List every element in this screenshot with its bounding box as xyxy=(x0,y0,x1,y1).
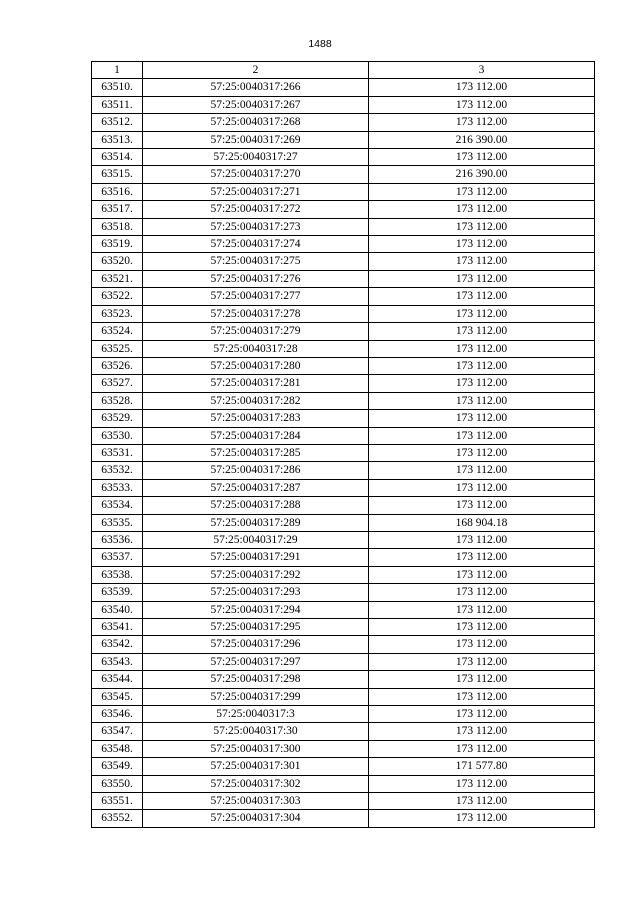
cadastral-number-cell: 57:25:0040317:269 xyxy=(143,131,369,148)
value-cell: 173 112.00 xyxy=(369,375,595,392)
cadastral-number-cell: 57:25:0040317:273 xyxy=(143,218,369,235)
row-number-cell: 63539. xyxy=(92,584,143,601)
value-cell: 173 112.00 xyxy=(369,584,595,601)
value-cell: 173 112.00 xyxy=(369,636,595,653)
cadastral-number-cell: 57:25:0040317:281 xyxy=(143,375,369,392)
row-number-cell: 63518. xyxy=(92,218,143,235)
value-cell: 173 112.00 xyxy=(369,96,595,113)
cadastral-number-cell: 57:25:0040317:291 xyxy=(143,549,369,566)
cadastral-number-cell: 57:25:0040317:293 xyxy=(143,584,369,601)
table-row xyxy=(92,793,595,810)
row-number-cell: 63541. xyxy=(92,619,143,636)
table-row xyxy=(92,96,595,113)
table-row xyxy=(92,410,595,427)
column-header: 1 xyxy=(92,62,143,79)
row-number-cell: 63546. xyxy=(92,706,143,723)
cadastral-number-cell: 57:25:0040317:296 xyxy=(143,636,369,653)
value-cell: 173 112.00 xyxy=(369,201,595,218)
table-row xyxy=(92,740,595,757)
row-number-cell: 63540. xyxy=(92,601,143,618)
table-header-row xyxy=(92,62,595,79)
table-row xyxy=(92,340,595,357)
cadastral-number-cell: 57:25:0040317:289 xyxy=(143,514,369,531)
cadastral-number-cell: 57:25:0040317:3 xyxy=(143,706,369,723)
value-cell: 173 112.00 xyxy=(369,183,595,200)
row-number-cell: 63526. xyxy=(92,357,143,374)
table-row xyxy=(92,392,595,409)
cadastral-number-cell: 57:25:0040317:271 xyxy=(143,183,369,200)
value-cell: 173 112.00 xyxy=(369,410,595,427)
cadastral-number-cell: 57:25:0040317:294 xyxy=(143,601,369,618)
value-cell: 173 112.00 xyxy=(369,566,595,583)
cadastral-number-cell: 57:25:0040317:274 xyxy=(143,236,369,253)
table-row xyxy=(92,619,595,636)
table-row xyxy=(92,114,595,131)
value-cell: 168 904.18 xyxy=(369,514,595,531)
table-row xyxy=(92,444,595,461)
value-cell: 173 112.00 xyxy=(369,497,595,514)
table-row xyxy=(92,183,595,200)
cadastral-number-cell: 57:25:0040317:284 xyxy=(143,427,369,444)
value-cell: 173 112.00 xyxy=(369,357,595,374)
row-number-cell: 63529. xyxy=(92,410,143,427)
table-row xyxy=(92,323,595,340)
row-number-cell: 63514. xyxy=(92,149,143,166)
table-row xyxy=(92,79,595,96)
cadastral-number-cell: 57:25:0040317:287 xyxy=(143,479,369,496)
value-cell: 173 112.00 xyxy=(369,601,595,618)
row-number-cell: 63513. xyxy=(92,131,143,148)
cadastral-number-cell: 57:25:0040317:278 xyxy=(143,305,369,322)
cadastral-number-cell: 57:25:0040317:304 xyxy=(143,810,369,827)
value-cell: 173 112.00 xyxy=(369,462,595,479)
cadastral-number-cell: 57:25:0040317:280 xyxy=(143,357,369,374)
row-number-cell: 63533. xyxy=(92,479,143,496)
table-row xyxy=(92,357,595,374)
value-cell: 173 112.00 xyxy=(369,793,595,810)
row-number-cell: 63532. xyxy=(92,462,143,479)
cadastral-number-cell: 57:25:0040317:301 xyxy=(143,758,369,775)
table-row xyxy=(92,427,595,444)
value-cell: 216 390.00 xyxy=(369,131,595,148)
table-row xyxy=(92,549,595,566)
cadastral-number-cell: 57:25:0040317:275 xyxy=(143,253,369,270)
value-cell: 173 112.00 xyxy=(369,549,595,566)
value-cell: 173 112.00 xyxy=(369,114,595,131)
cadastral-number-cell: 57:25:0040317:282 xyxy=(143,392,369,409)
value-cell: 173 112.00 xyxy=(369,653,595,670)
row-number-cell: 63552. xyxy=(92,810,143,827)
row-number-cell: 63511. xyxy=(92,96,143,113)
page-number: 1488 xyxy=(308,38,332,50)
row-number-cell: 63542. xyxy=(92,636,143,653)
row-number-cell: 63522. xyxy=(92,288,143,305)
row-number-cell: 63549. xyxy=(92,758,143,775)
value-cell: 173 112.00 xyxy=(369,619,595,636)
cadastral-number-cell: 57:25:0040317:303 xyxy=(143,793,369,810)
value-cell: 173 112.00 xyxy=(369,444,595,461)
column-header: 3 xyxy=(369,62,595,79)
row-number-cell: 63520. xyxy=(92,253,143,270)
row-number-cell: 63519. xyxy=(92,236,143,253)
row-number-cell: 63547. xyxy=(92,723,143,740)
row-number-cell: 63515. xyxy=(92,166,143,183)
value-cell: 173 112.00 xyxy=(369,775,595,792)
table-row xyxy=(92,810,595,827)
value-cell: 173 112.00 xyxy=(369,392,595,409)
row-number-cell: 63550. xyxy=(92,775,143,792)
cadastral-number-cell: 57:25:0040317:27 xyxy=(143,149,369,166)
table-row xyxy=(92,236,595,253)
table-row xyxy=(92,375,595,392)
cadastral-number-cell: 57:25:0040317:292 xyxy=(143,566,369,583)
row-number-cell: 63531. xyxy=(92,444,143,461)
value-cell: 173 112.00 xyxy=(369,79,595,96)
table-row xyxy=(92,636,595,653)
table-row xyxy=(92,479,595,496)
value-cell: 173 112.00 xyxy=(369,688,595,705)
value-cell: 173 112.00 xyxy=(369,427,595,444)
cadastral-number-cell: 57:25:0040317:267 xyxy=(143,96,369,113)
table-row xyxy=(92,149,595,166)
row-number-cell: 63512. xyxy=(92,114,143,131)
cadastral-number-cell: 57:25:0040317:302 xyxy=(143,775,369,792)
cadastral-number-cell: 57:25:0040317:268 xyxy=(143,114,369,131)
row-number-cell: 63516. xyxy=(92,183,143,200)
cadastre-table xyxy=(91,61,595,828)
row-number-cell: 63538. xyxy=(92,566,143,583)
table-row xyxy=(92,706,595,723)
row-number-cell: 63537. xyxy=(92,549,143,566)
cadastral-number-cell: 57:25:0040317:270 xyxy=(143,166,369,183)
row-number-cell: 63527. xyxy=(92,375,143,392)
value-cell: 173 112.00 xyxy=(369,270,595,287)
table-row xyxy=(92,688,595,705)
table-row xyxy=(92,305,595,322)
cadastral-number-cell: 57:25:0040317:266 xyxy=(143,79,369,96)
table-row xyxy=(92,131,595,148)
table-row xyxy=(92,775,595,792)
table-row xyxy=(92,601,595,618)
value-cell: 216 390.00 xyxy=(369,166,595,183)
row-number-cell: 63530. xyxy=(92,427,143,444)
table-row xyxy=(92,584,595,601)
row-number-cell: 63521. xyxy=(92,270,143,287)
value-cell: 173 112.00 xyxy=(369,531,595,548)
value-cell: 173 112.00 xyxy=(369,723,595,740)
cadastral-number-cell: 57:25:0040317:277 xyxy=(143,288,369,305)
cadastral-number-cell: 57:25:0040317:28 xyxy=(143,340,369,357)
row-number-cell: 63543. xyxy=(92,653,143,670)
value-cell: 173 112.00 xyxy=(369,218,595,235)
cadastral-number-cell: 57:25:0040317:279 xyxy=(143,323,369,340)
cadastral-number-cell: 57:25:0040317:30 xyxy=(143,723,369,740)
table-row xyxy=(92,497,595,514)
column-header: 2 xyxy=(143,62,369,79)
row-number-cell: 63523. xyxy=(92,305,143,322)
value-cell: 173 112.00 xyxy=(369,340,595,357)
table-row xyxy=(92,462,595,479)
table-row xyxy=(92,201,595,218)
value-cell: 171 577.80 xyxy=(369,758,595,775)
row-number-cell: 63524. xyxy=(92,323,143,340)
value-cell: 173 112.00 xyxy=(369,149,595,166)
row-number-cell: 63528. xyxy=(92,392,143,409)
row-number-cell: 63525. xyxy=(92,340,143,357)
value-cell: 173 112.00 xyxy=(369,706,595,723)
cadastral-number-cell: 57:25:0040317:29 xyxy=(143,531,369,548)
table-row xyxy=(92,288,595,305)
value-cell: 173 112.00 xyxy=(369,479,595,496)
value-cell: 173 112.00 xyxy=(369,305,595,322)
table-row xyxy=(92,723,595,740)
value-cell: 173 112.00 xyxy=(369,740,595,757)
cadastral-number-cell: 57:25:0040317:298 xyxy=(143,671,369,688)
row-number-cell: 63510. xyxy=(92,79,143,96)
row-number-cell: 63545. xyxy=(92,688,143,705)
table-row xyxy=(92,514,595,531)
table-row xyxy=(92,531,595,548)
table-row xyxy=(92,270,595,287)
table-row xyxy=(92,566,595,583)
value-cell: 173 112.00 xyxy=(369,288,595,305)
row-number-cell: 63536. xyxy=(92,531,143,548)
cadastral-number-cell: 57:25:0040317:288 xyxy=(143,497,369,514)
row-number-cell: 63517. xyxy=(92,201,143,218)
row-number-cell: 63534. xyxy=(92,497,143,514)
value-cell: 173 112.00 xyxy=(369,810,595,827)
row-number-cell: 63548. xyxy=(92,740,143,757)
cadastral-number-cell: 57:25:0040317:295 xyxy=(143,619,369,636)
cadastral-number-cell: 57:25:0040317:300 xyxy=(143,740,369,757)
table-row xyxy=(92,758,595,775)
table-row xyxy=(92,253,595,270)
cadastral-number-cell: 57:25:0040317:283 xyxy=(143,410,369,427)
table-row xyxy=(92,671,595,688)
value-cell: 173 112.00 xyxy=(369,236,595,253)
row-number-cell: 63535. xyxy=(92,514,143,531)
cadastral-number-cell: 57:25:0040317:272 xyxy=(143,201,369,218)
row-number-cell: 63551. xyxy=(92,793,143,810)
cadastral-number-cell: 57:25:0040317:276 xyxy=(143,270,369,287)
cadastral-number-cell: 57:25:0040317:285 xyxy=(143,444,369,461)
cadastral-number-cell: 57:25:0040317:299 xyxy=(143,688,369,705)
cadastral-number-cell: 57:25:0040317:297 xyxy=(143,653,369,670)
value-cell: 173 112.00 xyxy=(369,253,595,270)
table-row xyxy=(92,653,595,670)
value-cell: 173 112.00 xyxy=(369,671,595,688)
cadastral-number-cell: 57:25:0040317:286 xyxy=(143,462,369,479)
table-row xyxy=(92,166,595,183)
table-row xyxy=(92,218,595,235)
row-number-cell: 63544. xyxy=(92,671,143,688)
value-cell: 173 112.00 xyxy=(369,323,595,340)
